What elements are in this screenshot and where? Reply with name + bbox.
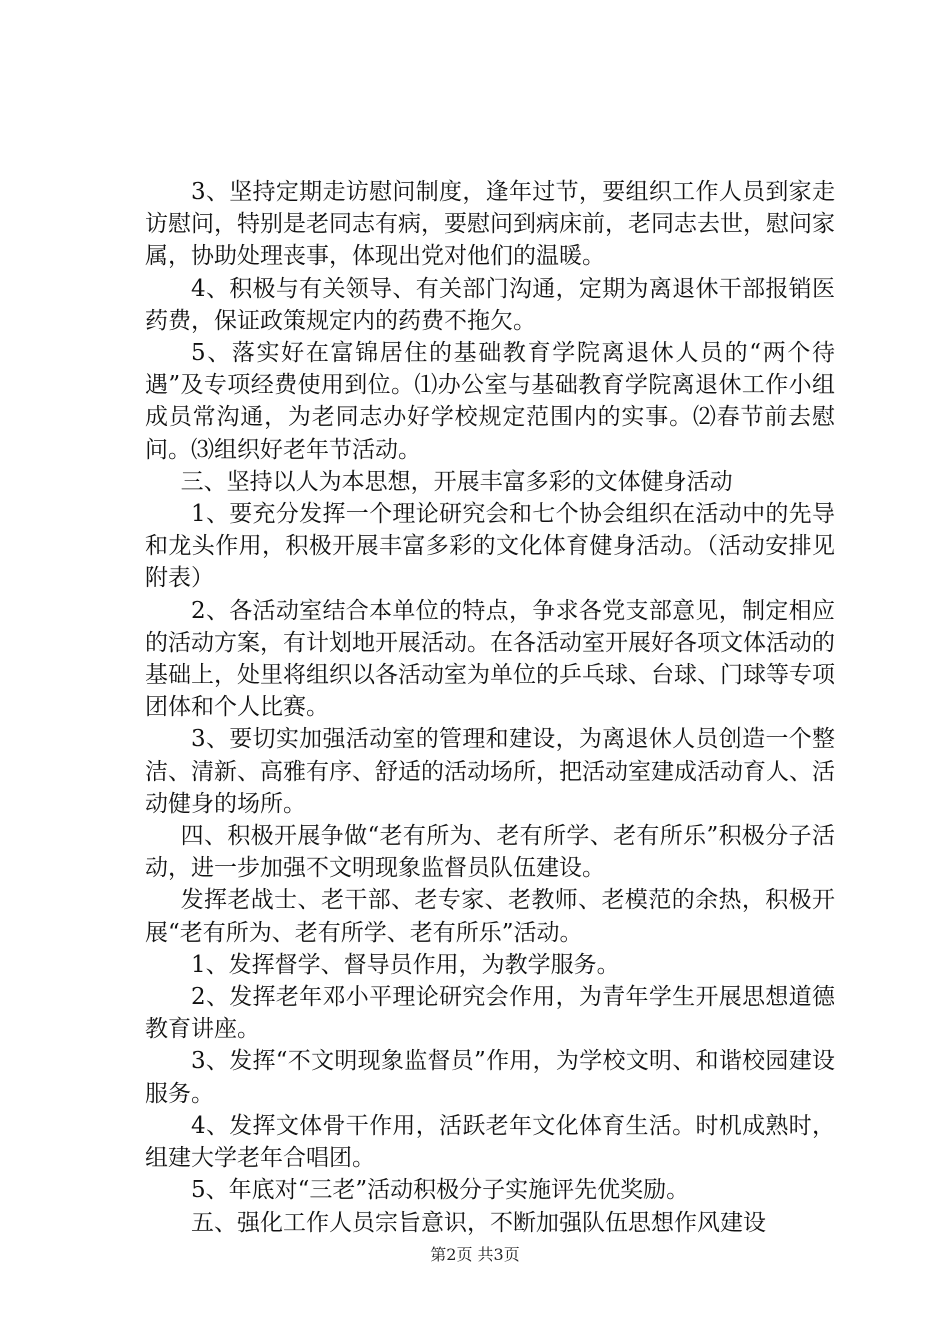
paragraph-visit-condolence: 3、坚持定期走访慰问制度，逢年过节，要组织工作人员到家走访慰问，特别是老同志有病，要慰问到病床前，老同志去世，慰问家属，协助处理丧事，体现出党对他们的温暖。 bbox=[145, 179, 835, 270]
paragraph-choir: 4、发挥文体骨干作用，活跃老年文化体育生活。时机成熟时，组建大学老年合唱团。 bbox=[145, 1112, 835, 1172]
page-number-label: 第2页 共3页 bbox=[430, 1245, 520, 1264]
paragraph-room-management: 3、要切实加强活动室的管理和建设，为离退休人员创造一个整洁、清新、高雅有序、舒适的活动场所，把活动室建成活动育人、活动健身的场所。 bbox=[145, 726, 835, 817]
paragraph-medical-reimbursement: 4、积极与有关领导、有关部门沟通，定期为离退休干部报销医药费，保证政策规定内的药费不拖欠。 bbox=[145, 275, 835, 334]
paragraph-two-treatments: 5、落实好在富锦居住的基础教育学院离退休人员的“两个待遇”及专项经费使用到位。⑴办公室与基础教育学院离退休工作小组成员常沟通，为老同志办好学校规定范围内的实事。⑵春节前去慰问。⑶组织好老年节活动。 bbox=[145, 340, 835, 463]
paragraph-veterans: 发挥老战士、老干部、老专家、老教师、老模范的余热，积极开展“老有所为、老有所学、老有所乐”活动。 bbox=[145, 887, 835, 946]
paragraph-supervisors: 1、发挥督学、督导员作用，为教学服务。 bbox=[191, 951, 620, 978]
paragraph-associations: 1、要充分发挥一个理论研究会和七个协会组织在活动中的先导和龙头作用，积极开展丰富多彩的文化体育健身活动。（活动安排见附表） bbox=[145, 501, 835, 592]
paragraph-activity-rooms: 2、各活动室结合本单位的特点，争求各党支部意见，制定相应的活动方案，有计划地开展活动。在各活动室开展好各项文体活动的基础上，处里将组织以各活动室为单位的乒乓球、台球、门球等专项团体和个人比赛。 bbox=[145, 597, 835, 721]
paragraph-awards: 5、年底对“三老”活动积极分子实施评先优奖励。 bbox=[191, 1177, 690, 1204]
section-heading-5: 五、强化工作人员宗旨意识，不断加强队伍思想作风建设 bbox=[191, 1209, 766, 1236]
paragraph-theory-society: 2、发挥老年邓小平理论研究会作用，为青年学生开展思想道德教育讲座。 bbox=[145, 984, 835, 1043]
section-heading-4: 四、积极开展争做“老有所为、老有所学、老有所乐”积极分子活动，进一步加强不文明现象监督员队伍建设。 bbox=[145, 823, 835, 882]
document-body bbox=[145, 176, 835, 1239]
paragraph-civility-monitors: 3、发挥“不文明现象监督员”作用，为学校文明、和谐校园建设服务。 bbox=[145, 1048, 835, 1107]
page-footer bbox=[0, 1242, 950, 1265]
section-heading-3: 三、坚持以人为本思想，开展丰富多彩的文体健身活动 bbox=[180, 468, 733, 495]
